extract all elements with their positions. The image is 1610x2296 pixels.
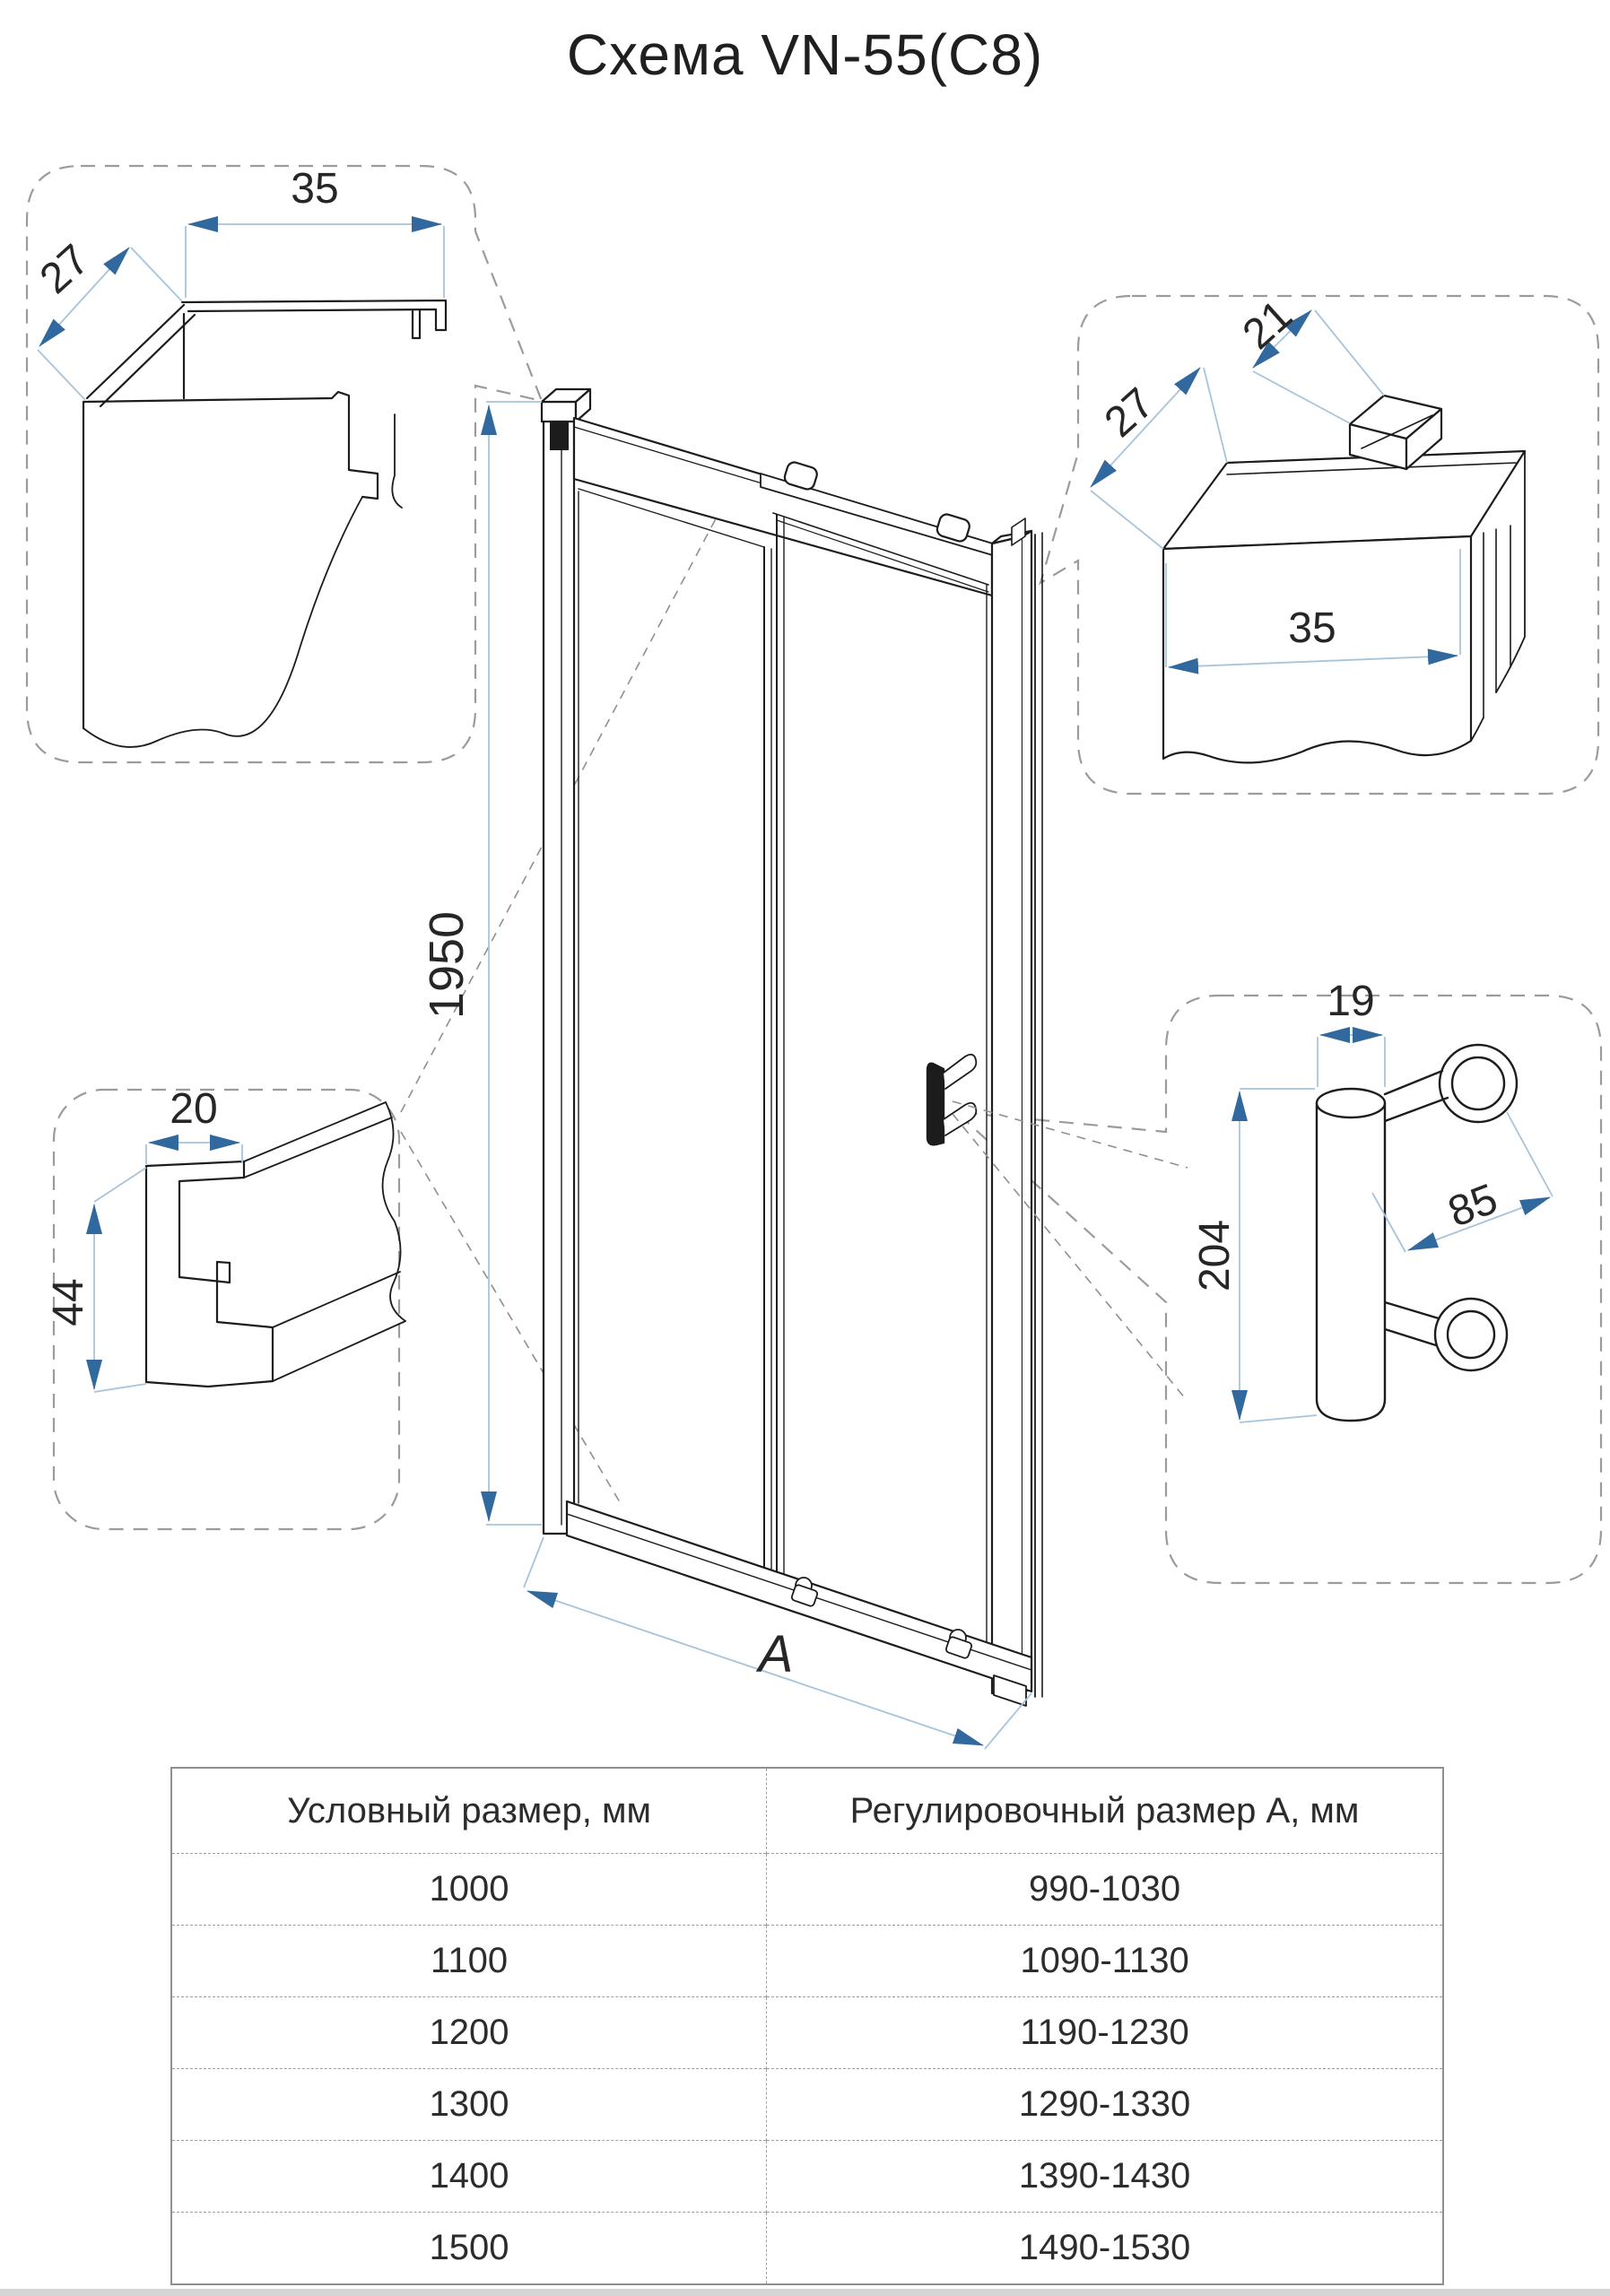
table-row	[171, 1926, 1443, 1997]
table-cell-range: 1390-1430	[767, 2141, 1443, 2213]
table-cell-size: 1400	[171, 2141, 767, 2213]
wall-profile-sketch	[83, 300, 446, 747]
table-cell-range: 1090-1130	[767, 1926, 1443, 1997]
table-row	[171, 1854, 1443, 1926]
size-table-header-row	[171, 1768, 1443, 1854]
table-cell-size: 1200	[171, 1997, 767, 2069]
table-cell-size: 1300	[171, 2069, 767, 2141]
dimension-lines	[31, 165, 1553, 1749]
dim-wall-profile	[38, 224, 444, 400]
door-drawing	[542, 389, 1042, 1706]
door-right-post	[992, 518, 1042, 1697]
table-cell-size: 1500	[171, 2213, 767, 2285]
dim-top-profile-tube: 21	[1233, 291, 1301, 359]
table-cell-size: 1100	[171, 1926, 767, 1997]
table-row	[171, 2213, 1443, 2285]
page-title: Схема VN-55(C8)	[566, 22, 1044, 87]
dim-rail-profile-height: 44	[45, 1278, 92, 1326]
bottom-rail	[567, 1501, 1031, 1706]
dim-wall-profile-depth: 27	[30, 235, 99, 303]
top-profile-sketch	[1163, 396, 1525, 762]
table-row	[171, 2141, 1443, 2213]
rail-profile-sketch	[146, 1102, 405, 1387]
dim-door-height-label: 1950	[420, 910, 474, 1020]
table-cell-range: 990-1030	[767, 1854, 1443, 1926]
dim-wall-profile-width: 35	[291, 165, 339, 213]
dim-top-profile-width: 35	[1288, 604, 1336, 652]
table-cell-range: 1290-1330	[767, 2069, 1443, 2141]
handle-sketch	[1317, 1045, 1517, 1421]
page-edge-strip	[0, 2289, 1610, 2296]
dim-handle	[1240, 1035, 1553, 1422]
callout-frame-rail-profile	[54, 1090, 399, 1529]
table-cell-size: 1000	[171, 1854, 767, 1926]
dim-door-width-label: A	[758, 1625, 794, 1683]
dim-handle-length: 204	[1191, 1219, 1239, 1292]
size-table	[170, 1767, 1444, 2285]
fixed-glass-panel	[579, 489, 764, 1568]
panel-divider	[764, 547, 771, 1573]
door-handle	[927, 1055, 976, 1145]
table-cell-range: 1490-1530	[767, 2213, 1443, 2285]
door-left-post	[544, 402, 574, 1534]
dim-rail-profile-width: 20	[170, 1085, 218, 1133]
dim-top-profile-depth: 27	[1095, 378, 1163, 447]
dim-handle-diameter: 19	[1327, 978, 1375, 1025]
handle-leader-lines	[953, 1101, 1188, 1399]
col-header-adjust: Регулировочный размер А, мм	[767, 1768, 1443, 1854]
table-row	[171, 2069, 1443, 2141]
left-post-cap	[542, 389, 590, 422]
col-header-nominal: Условный размер, мм	[287, 1790, 652, 1831]
table-row	[171, 1997, 1443, 2069]
table-cell-range: 1190-1230	[767, 1997, 1443, 2069]
callout-frame-wall-profile	[27, 166, 542, 762]
dim-handle-reach: 85	[1441, 1175, 1504, 1237]
